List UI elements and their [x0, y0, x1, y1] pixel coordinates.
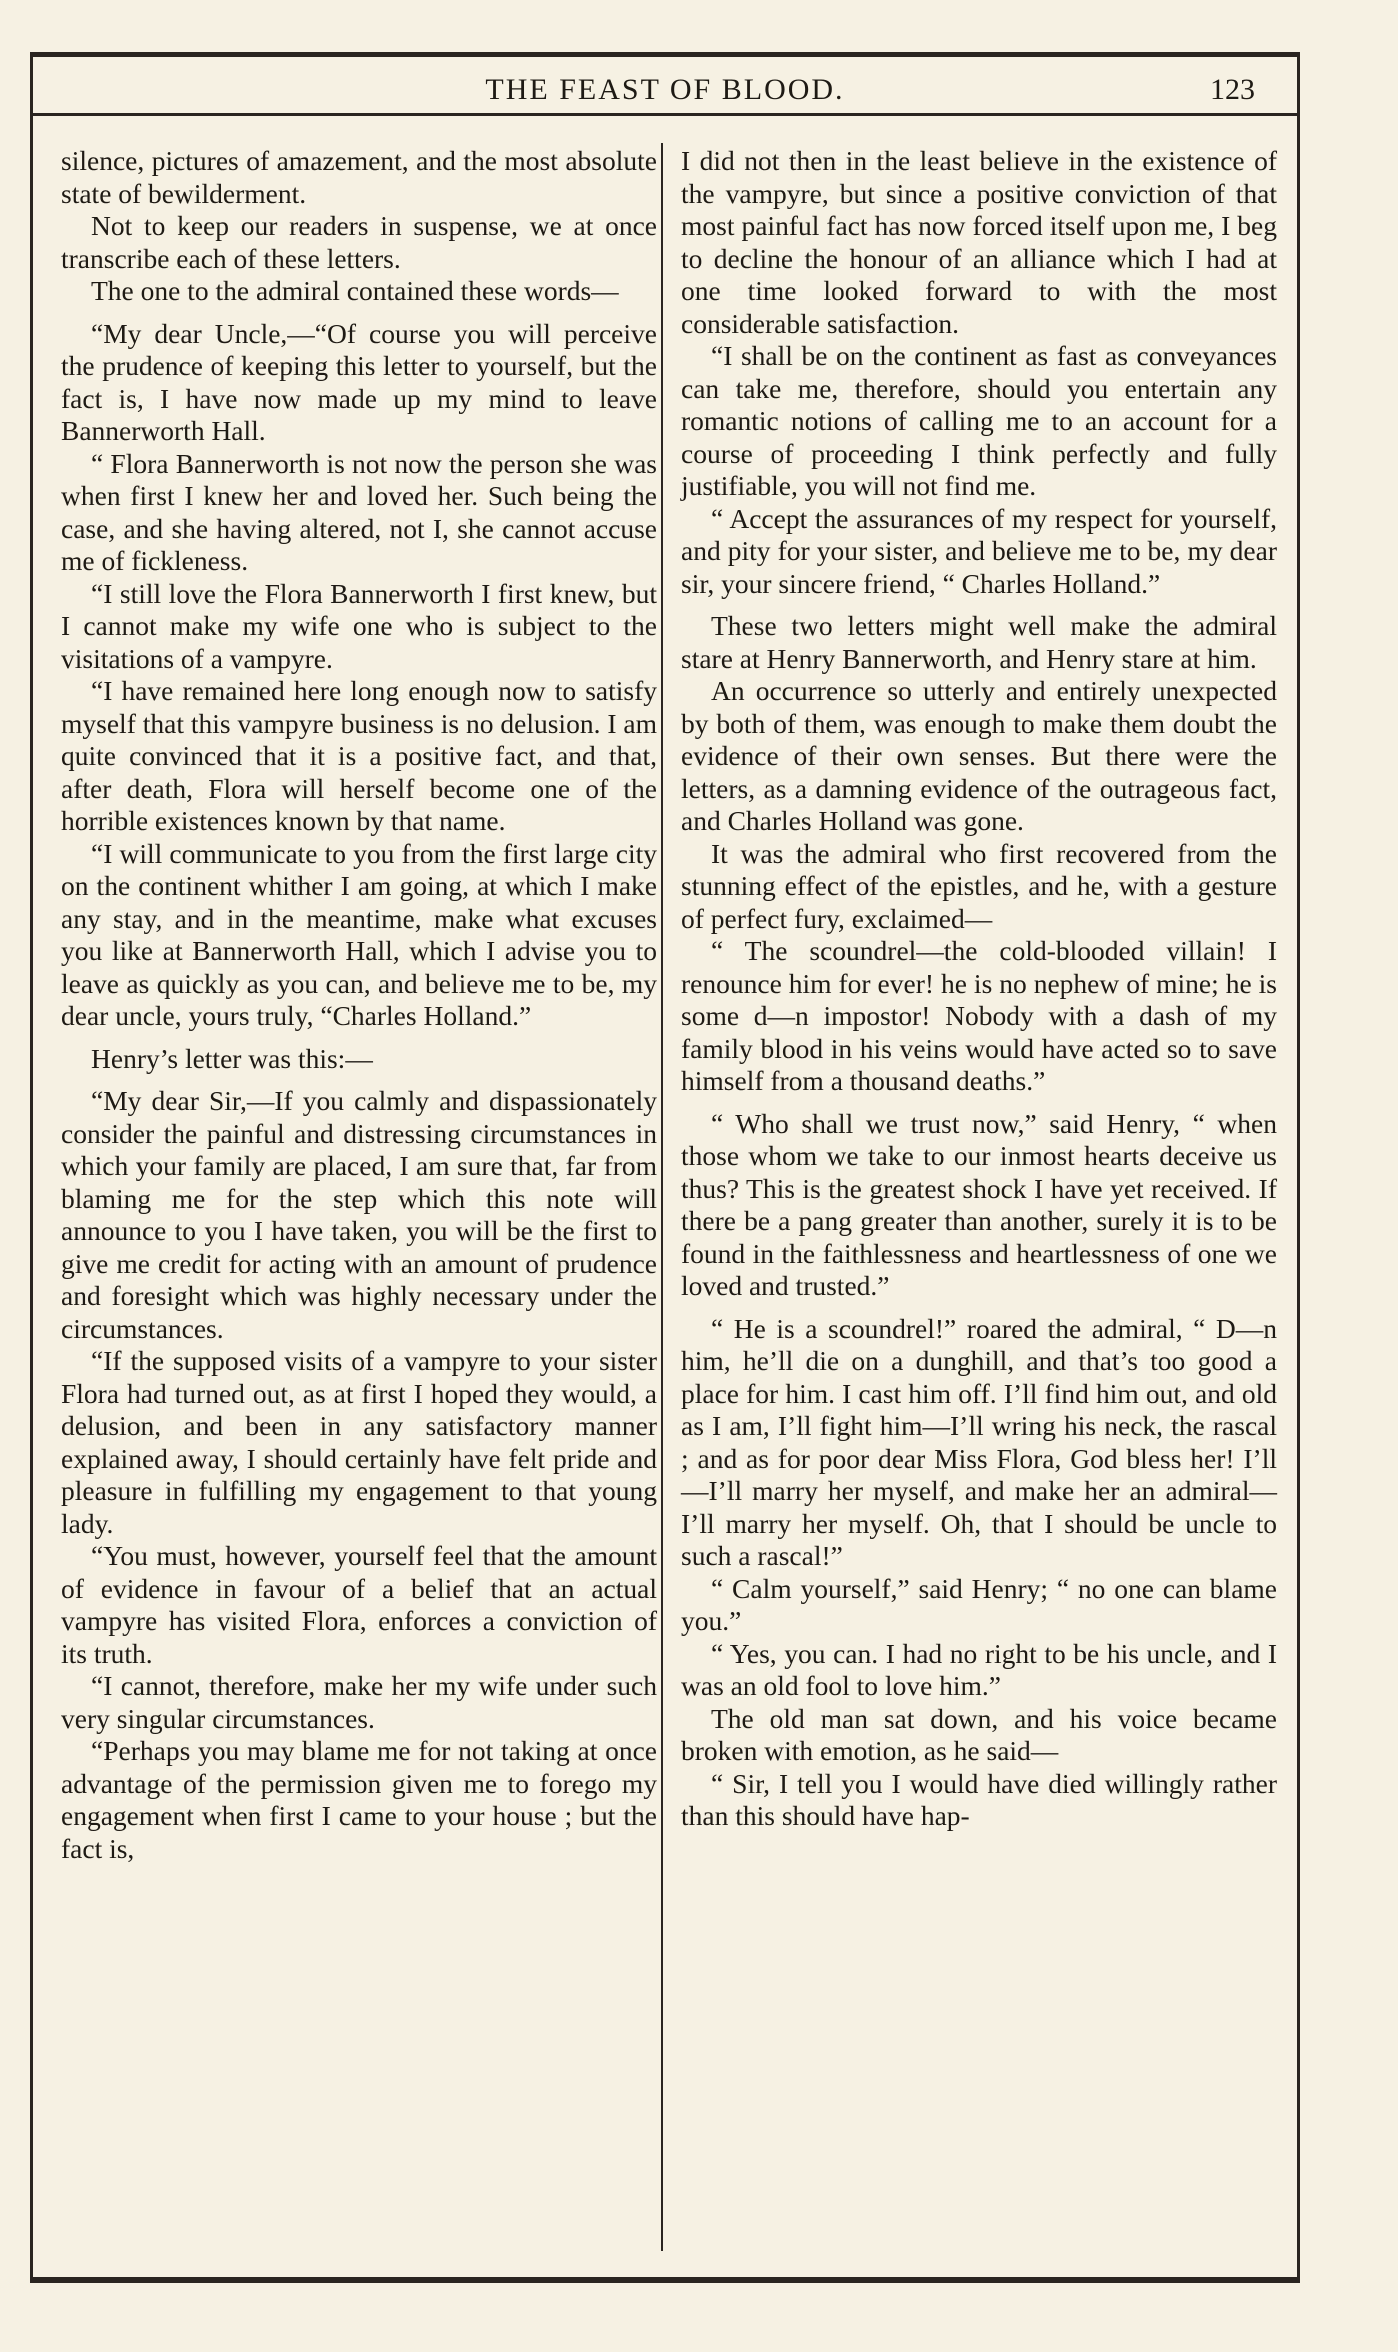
dialogue-paragraph: “ The scoundrel—the cold-blooded villain! I renounce him for ever! he is no nephew of mine; he is some d—n impostor! Nobody with a dash of my family blood in his veins would have acted so to save himself from a thousand deaths.” [681, 935, 1277, 1096]
header-title: THE FEAST OF BLOOD. [485, 73, 845, 106]
letter-paragraph: “My dear Uncle,—“Of course you will perceive the prudence of keeping this letter to yourself, but the fact is, I have now made up my mind to leave Bannerworth Hall. [61, 317, 657, 446]
letter-paragraph: “If the supposed visits of a vampyre to your sister Flora had turned out, as at first I hoped they would, a delusion, and been in any satisfactory manner explained away, I should certainly have felt pride and pleasure in fulfilling my engagement to that young lady. [61, 1345, 657, 1539]
letter-paragraph: “ Flora Bannerworth is not now the person she was when first I knew her and loved her. Such being the case, and she having altered, not I, she cannot accuse me of fickleness. [61, 447, 657, 576]
paragraph: An occurrence so utterly and entirely unexpected by both of them, was enough to make them doubt the evidence of their own senses. But there were the letters, as a damning evidence of the outrageous fact, and Charles Holland was gone. [681, 675, 1277, 836]
column-divider [661, 143, 663, 2251]
letter-paragraph: “I cannot, therefore, make her my wife under such very singular circumstances. [61, 1670, 657, 1734]
letter-paragraph: “I still love the Flora Bannerworth I first knew, but I cannot make my wife one who is subject to the visitations of a vampyre. [61, 577, 657, 674]
letter-paragraph: “You must, however, yourself feel that the amount of evidence in favour of a belief that an actual vampyre has visited Flora, enforces a conviction of its truth. [61, 1540, 657, 1669]
page-frame [30, 52, 1300, 2283]
right-column [681, 145, 1277, 1833]
paragraph: The one to the admiral contained these words— [91, 275, 619, 306]
paragraph: These two letters might well make the admiral stare at Henry Bannerworth, and Henry stare at him. [681, 610, 1277, 674]
paragraph: silence, pictures of amazement, and the most absolute state of bewilderment. [61, 145, 657, 209]
letter-paragraph: “Perhaps you may blame me for not taking at once advantage of the permission given me to forego my engagement when first I came to your house ; but the fact is, [61, 1735, 657, 1864]
dialogue-paragraph: “ Calm yourself,” said Henry; “ no one can blame you.” [681, 1572, 1277, 1636]
paragraph: Not to keep our readers in suspense, we at once transcribe each of these letters. [61, 210, 657, 274]
letter-paragraph: “ Accept the assurances of my respect for yourself, and pity for your sister, and believe me to be, my dear sir, your sincere friend, “ Charles Holland.” [681, 502, 1277, 599]
left-column [61, 145, 657, 1865]
letter-paragraph: “I have remained here long enough now to satisfy myself that this vampyre business is no delusion. I am quite convinced that it is a positive fact, and that, after death, Flora will herself become one of the horrible existences known by that name. [61, 675, 657, 836]
paragraph: It was the admiral who first recovered from the stunning effect of the epistles, and he, with a gesture of perfect fury, exclaimed— [681, 837, 1277, 934]
paragraph: I did not then in the least believe in the existence of the vampyre, but since a positive conviction of that most painful fact has now forced itself upon me, I beg to decline the honour of an alliance which I had at one time looked forward to with the most considerable satisfaction. [681, 145, 1277, 339]
dialogue-paragraph: “ Sir, I tell you I would have died willingly rather than this should have hap- [681, 1767, 1277, 1831]
paragraph: The old man sat down, and his voice became broken with emotion, as he said— [681, 1702, 1277, 1766]
dialogue-paragraph: “ Who shall we trust now,” said Henry, “ when those whom we take to our inmost hearts deceive us thus? This is the greatest shock I have yet received. If there be a pang greater than another, surely it is to be found in the faithlessness and heartlessness of one we loved and trusted.” [681, 1107, 1277, 1301]
letter-paragraph: “I will communicate to you from the first large city on the continent whither I am going, at which I make any stay, and in the meantime, make what excuses you like at Bannerworth Hall, which I advise you to leave as quickly as you can, and believe me to be, my dear uncle, yours truly, “Charles Holland.” [61, 837, 657, 1031]
paragraph: Henry’s letter was this:— [91, 1042, 373, 1074]
letter-paragraph: “I shall be on the continent as fast as conveyances can take me, therefore, should you entertain any romantic notions of calling me to an account for a course of proceeding I think perfectly and fully justifiable, you will not find me. [681, 340, 1277, 501]
dialogue-paragraph: “ He is a scoundrel!” roared the admiral, “ D—n him, he’ll die on a dunghill, and that’s too good a place for him. I cast him off. I’ll find him out, and old as I am, I’ll fight him—I’ll wring his neck, the rascal ; and as for poor dear Miss Flora, God bless her! I’ll—I’ll marry her myself, and make her an admiral—I’ll marry her myself. Oh, that I should be uncle to such a rascal!” [681, 1312, 1277, 1571]
running-header [33, 57, 1297, 116]
letter-paragraph: “My dear Sir,—If you calmly and dispassionately consider the painful and distressing circumstances in which your family are placed, I am sure that, far from blaming me for the step which this note will announce to you I have taken, you will be the first to give me credit for acting with an amount of prudence and foresight which was highly necessary under the circumstances. [61, 1085, 657, 1344]
page-number: 123 [1210, 73, 1255, 106]
dialogue-paragraph: “ Yes, you can. I had no right to be his uncle, and I was an old fool to love him.” [681, 1637, 1277, 1701]
